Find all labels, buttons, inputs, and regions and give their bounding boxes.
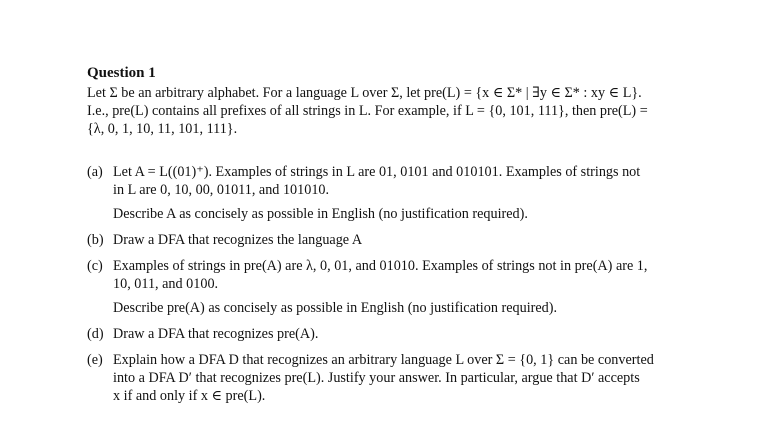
part-e-line-1: Explain how a DFA D that recognizes an arbitrary language L over Σ = {0, 1} can be converted (113, 352, 654, 368)
intro-line-1 (87, 84, 717, 102)
part-c-description: Describe pre(A) as concisely as possible in English (no justification required). (113, 300, 558, 316)
part-c (87, 257, 719, 317)
part-b-line-1: Draw a DFA that recognizes the language A (113, 232, 363, 248)
part-a (87, 163, 719, 223)
intro-line-1-text: Let Σ be an arbitrary alphabet. For a language L over Σ, let pre(L) = {x ∈ Σ* | ∃y ∈ Σ* : xy ∈ L}. (87, 85, 642, 101)
part-d (87, 325, 719, 343)
part-a-line-1: Let A = L((01)⁺). Examples of strings in L are 01, 0101 and 010101. Examples of strings not (113, 164, 641, 180)
question-title: Question 1 (87, 65, 156, 81)
part-d-label: (d) (87, 326, 104, 342)
part-e-line-3: x if and only if x ∈ pre(L). (113, 388, 266, 404)
intro-line-3: {λ, 0, 1, 10, 11, 101, 111}. (87, 121, 238, 137)
part-a-label: (a) (87, 164, 103, 180)
question-parts (87, 163, 719, 413)
question-intro (87, 84, 717, 138)
part-d-line-1: Draw a DFA that recognizes pre(A). (113, 326, 319, 342)
part-c-label: (c) (87, 258, 103, 274)
part-e (87, 351, 719, 405)
part-e-label: (e) (87, 352, 103, 368)
part-c-line-2: 10, 011, and 0100. (113, 276, 219, 292)
intro-line-2-text: I.e., pre(L) contains all prefixes of all strings in L. For example, if L = {0, 101, 111}, then pre(L) = (87, 103, 648, 119)
part-c-line-1: Examples of strings in pre(A) are λ, 0, 01, and 01010. Examples of strings not in pre(A) are 1, (113, 258, 648, 274)
part-a-line-2: in L are 0, 10, 00, 01011, and 101010. (113, 182, 330, 198)
part-a-description: Describe A as concisely as possible in English (no justification required). (113, 206, 528, 222)
part-e-line-2: into a DFA D′ that recognizes pre(L). Justify your answer. In particular, argue that D′ accepts (113, 370, 640, 386)
intro-line-2 (87, 102, 717, 120)
part-b (87, 231, 719, 249)
part-b-label: (b) (87, 232, 104, 248)
